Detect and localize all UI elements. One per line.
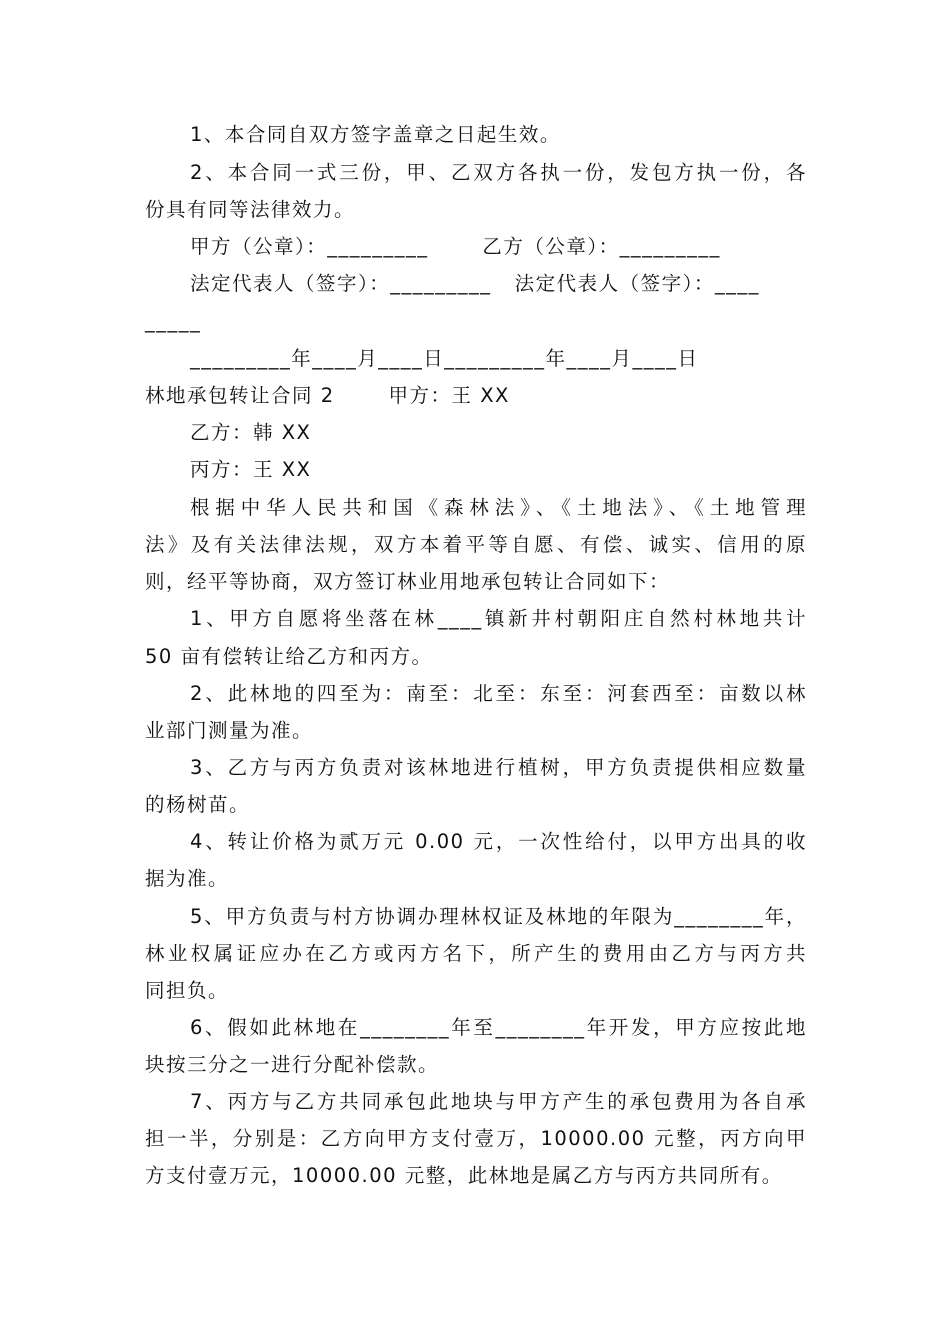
clause-3: 3、乙方与丙方负责对该林地进行植树，甲方负责提供相应数量 (190, 756, 807, 779)
clause-6: 6、假如此林地在________年至________年开发，甲方应按此地 (190, 1016, 807, 1039)
clause-7: 7、丙方与乙方共同承包此地块与甲方产生的承包费用为各自承 (190, 1090, 807, 1113)
party-seal-line: 甲方（公章）：_________ 乙方（公章）：_________ (190, 235, 721, 258)
clause-5-cont: 林业权属证应办在乙方或丙方名下，所产生的费用由乙方与丙方共 (145, 942, 807, 965)
clause-effective: 1、本合同自双方签字盖章之日起生效。 (190, 123, 561, 146)
clause-7-end: 方支付壹万元，10000.00 元整，此林地是属乙方与丙方共同所有。 (145, 1164, 783, 1187)
clause-7-cont: 担一半，分别是：乙方向甲方支付壹万，10000.00 元整，丙方向甲 (145, 1127, 807, 1150)
clause-5: 5、甲方负责与村方协调办理林权证及林地的年限为________年， (190, 905, 807, 928)
clause-3-cont: 的杨树苗。 (145, 793, 251, 816)
preamble-line-1: 根据中华人民共和国《森林法》、《土地法》、《土地管理 (190, 496, 807, 519)
clause-6-cont: 块按三分之一进行分配补偿款。 (145, 1053, 440, 1076)
clause-copies: 2、本合同一式三份，甲、乙双方各执一份，发包方执一份，各 (190, 161, 807, 184)
clause-2: 2、此林地的四至为：南至：北至：东至：河套西至：亩数以林 (190, 682, 807, 705)
contract-title: 林地承包转让合同 2 甲方：王 XX (145, 384, 510, 407)
party-c: 丙方：王 XX (190, 458, 312, 481)
clause-1: 1、甲方自愿将坐落在林____镇新井村朝阳庄自然村林地共计 (190, 607, 807, 630)
clause-4-cont: 据为准。 (145, 867, 230, 890)
clause-4: 4、转让价格为贰万元 0.00 元，一次性给付，以甲方出具的收 (190, 830, 807, 853)
clause-copies-cont: 份具有同等法律效力。 (145, 198, 356, 221)
clause-5-end: 同担负。 (145, 979, 230, 1002)
representative-signature-cont: _____ (145, 310, 202, 333)
date-line: _________年____月____日_________年____月____日 (190, 347, 699, 370)
party-b: 乙方：韩 XX (190, 421, 312, 444)
clause-1-cont: 50 亩有偿转让给乙方和丙方。 (145, 645, 433, 668)
representative-signature-line: 法定代表人（签字）：_________ 法定代表人（签字）：____ (190, 272, 760, 295)
preamble-line-3: 则，经平等协商，双方签订林业用地承包转让合同如下： (145, 570, 671, 593)
clause-2-cont: 业部门测量为准。 (145, 719, 314, 742)
preamble-line-2: 法》及有关法律法规，双方本着平等自愿、有偿、诚实、信用的原 (145, 533, 807, 556)
